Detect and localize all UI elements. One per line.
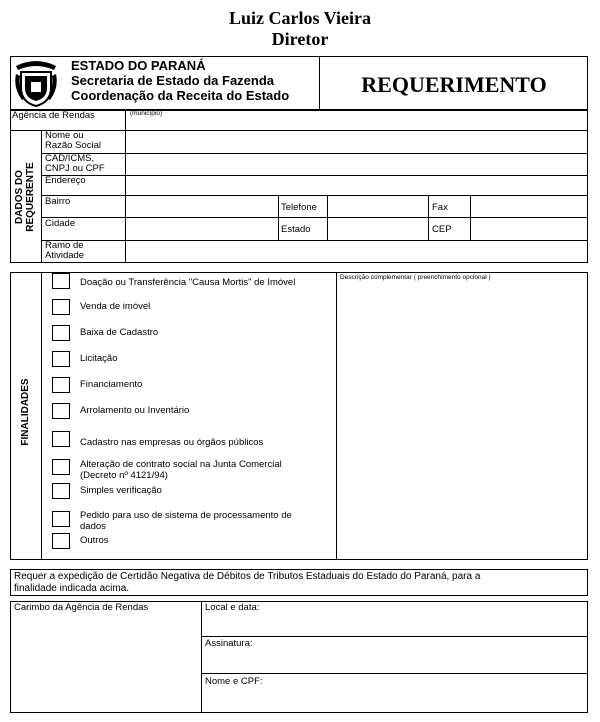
option-cadastro-empresas: Cadastro nas empresas ou órgãos públicos [80, 437, 264, 448]
option-simples-verificacao: Simples verificação [80, 485, 162, 496]
bairro-field[interactable] [126, 196, 277, 216]
form-title: REQUERIMENTO [361, 72, 547, 97]
local-data-field[interactable] [270, 603, 586, 634]
telefone-field[interactable] [328, 196, 427, 216]
descricao-label: Descrição complementar ( preenchimento opcional ) [340, 274, 491, 281]
cad-field[interactable] [126, 154, 586, 174]
agencia-label: Agência de Rendas [12, 110, 95, 121]
fax-label: Fax [432, 202, 448, 213]
assinatura-label: Assinatura: [205, 638, 253, 649]
requer-text: Requer a expedição de Certidão Negativa de Débitos de Tributos Estaduais do Estado do Paraná, para a finalidade indicada acima. [14, 571, 481, 594]
option-arrolamento: Arrolamento ou Inventário [80, 405, 190, 416]
finalidades-section-label: FINALIDADES [20, 378, 31, 446]
nome-label: Nome ou Razão Social [45, 130, 101, 151]
ramo-label: Ramo de Atividade [45, 240, 85, 261]
nome-field[interactable] [126, 131, 586, 152]
checkbox-cadastro-empresas[interactable] [52, 431, 70, 447]
descricao-field[interactable] [338, 284, 586, 558]
checkbox-arrolamento[interactable] [52, 403, 70, 419]
option-licitacao: Licitação [80, 353, 118, 364]
option-alteracao-contrato: Alteração de contrato social na Junta Comercial (Decreto nº 4121/94) [80, 459, 282, 481]
signature-role: Diretor [271, 29, 329, 49]
agencia-field[interactable] [126, 119, 586, 129]
checkbox-venda[interactable] [52, 299, 70, 315]
option-doacao: Doação ou Transferência "Causa Mortis" de Imóvel [80, 277, 296, 288]
checkbox-simples-verificacao[interactable] [52, 483, 70, 499]
checkbox-alteracao-contrato[interactable] [52, 459, 70, 475]
header-coordenacao: Coordenação da Receita do Estado [71, 88, 290, 103]
fax-field[interactable] [471, 196, 586, 216]
checkbox-doacao[interactable] [52, 273, 70, 289]
checkbox-processamento-dados[interactable] [52, 511, 70, 527]
endereco-field[interactable] [126, 176, 586, 194]
ramo-field[interactable] [126, 241, 586, 261]
agencia-hint: (município) [130, 110, 163, 117]
cep-label: CEP [432, 224, 452, 235]
carimbo-area[interactable] [12, 615, 199, 711]
carimbo-label: Carimbo da Agência de Rendas [14, 602, 149, 613]
checkbox-licitacao[interactable] [52, 351, 70, 367]
checkbox-baixa[interactable] [52, 325, 70, 341]
cad-label: CAD/ICMS, CNPJ ou CPF [45, 153, 105, 174]
bairro-label: Bairro [45, 196, 71, 207]
nome-cpf-label: Nome e CPF: [205, 676, 263, 687]
header-secretaria: Secretaria de Estado da Fazenda [71, 73, 275, 88]
telefone-label: Telefone [281, 202, 317, 213]
coat-of-arms-icon [14, 58, 58, 108]
option-processamento-dados: Pedido para uso de sistema de processamento de dados [80, 510, 292, 532]
nome-cpf-field[interactable] [265, 677, 586, 711]
option-baixa: Baixa de Cadastro [80, 327, 159, 338]
option-financiamento: Financiamento [80, 379, 143, 390]
cidade-label: Cidade [45, 218, 76, 229]
requerente-section-label: DADOS DO REQUERENTE [14, 162, 36, 232]
local-data-label: Local e data: [205, 602, 260, 613]
cidade-field[interactable] [126, 218, 277, 239]
estado-label: Estado [281, 224, 311, 235]
option-outros: Outros [80, 535, 109, 546]
cep-field[interactable] [471, 218, 586, 239]
option-venda: Venda de imóvel [80, 301, 151, 312]
checkbox-financiamento[interactable] [52, 377, 70, 393]
endereco-label: Endereço [45, 175, 86, 186]
estado-field[interactable] [328, 218, 427, 239]
assinatura-field[interactable] [262, 639, 586, 671]
checkbox-outros[interactable] [52, 533, 70, 549]
signature-name: Luiz Carlos Vieira [229, 8, 371, 28]
header-state: ESTADO DO PARANÁ [71, 58, 206, 73]
